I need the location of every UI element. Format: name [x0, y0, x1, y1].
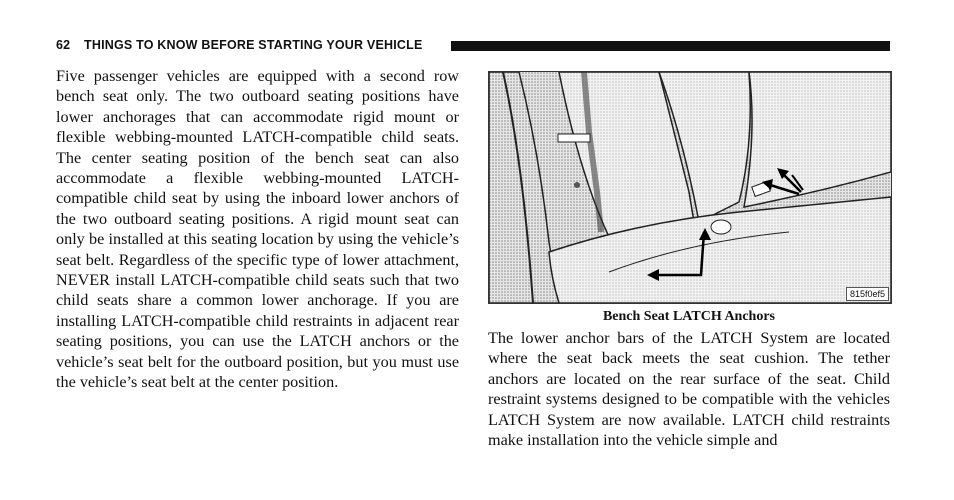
- page-header: [56, 36, 890, 56]
- header-rule: [451, 41, 890, 51]
- section-title: THINGS TO KNOW BEFORE STARTING YOUR VEHICLE: [84, 38, 423, 52]
- bench-seat-drawing: [489, 72, 891, 303]
- right-column-paragraph: The lower anchor bars of the LATCH System are located where the seat back meets the seat cushion. The tether anchors are located on the rear surface of the seat. Child restraint systems designed to be compatible with the vehicles LATCH System are now available. LATCH child restraints make installation into the vehicle simple and: [488, 329, 890, 450]
- figure-caption: Bench Seat LATCH Anchors: [602, 309, 776, 324]
- left-column-paragraph: Five passenger vehicles are equipped with a second row bench seat only. The two outboard seating positions have lower anchorages that can accommodate rigid mount or flexible webbing-mounted LATCH-compatible child seats. The center seating position of the bench seat can also accommodate a flexible webbing-mounted LATCH-compatible child seat by using the inboard lower anchors of the two outboard seating positions. A rigid mount seat can only be installed at this seating location by using the vehicle’s seat belt. Regardless of the specific type of lower attachment, NEVER install LATCH-compatible child seats such that two child seats share a common lower anchorage. If you are installing LATCH-compatible child restraints in adjacent rear seating positions, you can use the LATCH anchors or the vehicle’s seat belt for the outboard position, but you must use the vehicle’s seat belt at the center position.: [56, 67, 459, 392]
- page-number: 62: [56, 38, 71, 52]
- seat-latch-illustration: [488, 71, 892, 304]
- figure-code: 815f0ef5: [846, 287, 889, 301]
